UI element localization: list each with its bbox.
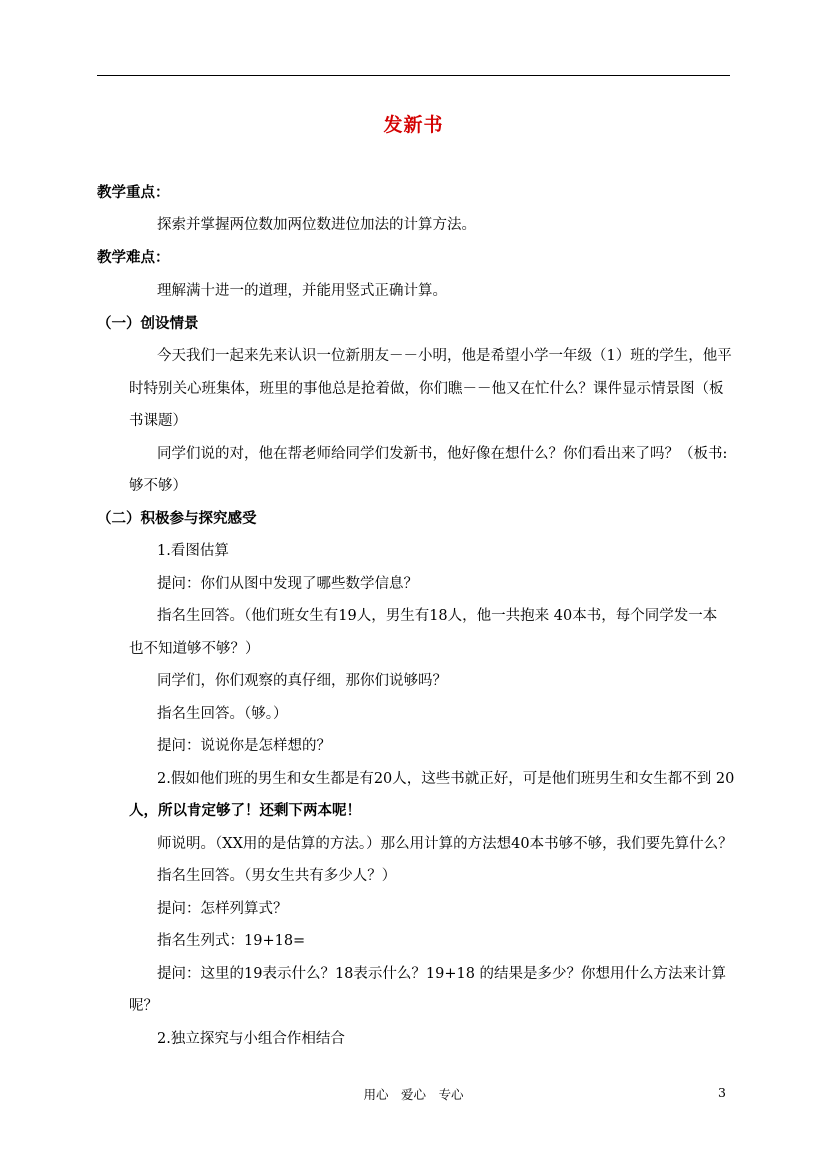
paragraph-line: 时特别关心班集体，班里的事他总是抢着做，你们瞧－－他又在忙什么？课件显示情景图（板 bbox=[129, 381, 724, 397]
paragraph-line: 1.看图估算 bbox=[157, 543, 229, 559]
section-heading-key-points: 教学重点： bbox=[97, 184, 170, 201]
paragraph-line: 同学们说的对，他在帮老师给同学们发新书，他好像在想什么？你们看出来了吗？（板书: bbox=[157, 446, 728, 462]
paragraph-line: 够不够） bbox=[129, 478, 187, 494]
paragraph-line: 也不知道够不够？） bbox=[129, 641, 260, 657]
section-heading-difficulties: 教学难点： bbox=[97, 249, 170, 266]
paragraph-line: 同学们，你们观察的真仔细，那你们说够吗？ bbox=[157, 673, 447, 689]
paragraph-line: 人，所以肯定够了！还剩下两本呢！ bbox=[129, 802, 361, 819]
paragraph-line: 2.独立探究与小组合作相结合 bbox=[157, 1031, 345, 1047]
paragraph-line: 指名生回答。（男女生共有多少人？） bbox=[157, 868, 397, 884]
paragraph-line: 探索并掌握两位数加两位数进位加法的计算方法。 bbox=[157, 217, 476, 233]
document-title: 发新书 bbox=[383, 114, 444, 136]
paragraph-line: 提问：你们从图中发现了哪些数学信息？ bbox=[157, 576, 418, 592]
paragraph-line: 提问：说说你是怎样想的？ bbox=[157, 738, 331, 754]
paragraph-line: 提问：这里的19表示什么？18表示什么？19+18 的结果是多少？你想用什么方法来计算 bbox=[157, 966, 727, 982]
paragraph-line: 今天我们一起来先来认识一位新朋友－－小明，他是希望小学一年级（1）班的学生，他平 bbox=[157, 348, 732, 364]
paragraph-line: 理解满十进一的道理，并能用竖式正确计算。 bbox=[157, 283, 447, 299]
section-heading-scenario: （一）创设情景 bbox=[97, 315, 199, 332]
footer-motto: 用心 爱心 专心 bbox=[363, 1087, 464, 1102]
page-number: 3 bbox=[718, 1085, 726, 1100]
section-heading-explore: （二）积极参与探究感受 bbox=[97, 510, 257, 527]
paragraph-line: 指名生回答。（他们班女生有19人，男生有18人，他一共抱来 40本书，每个同学发一本 bbox=[157, 608, 718, 624]
paragraph-line: 指名生回答。（够。） bbox=[157, 706, 288, 722]
paragraph-line: 师说明。（XX用的是估算的方法。）那么用计算的方法想40本书够不够，我们要先算什么？ bbox=[157, 836, 733, 852]
paragraph-line: 2.假如他们班的男生和女生都是有20人，这些书就正好，可是他们班男生和女生都不到 20 bbox=[157, 771, 735, 787]
paragraph-line: 呢？ bbox=[129, 998, 158, 1014]
header-rule bbox=[97, 75, 730, 76]
paragraph-line: 指名生列式：19+18= bbox=[157, 933, 306, 949]
paragraph-line: 书课题） bbox=[129, 413, 187, 429]
paragraph-line: 提问：怎样列算式？ bbox=[157, 901, 288, 917]
